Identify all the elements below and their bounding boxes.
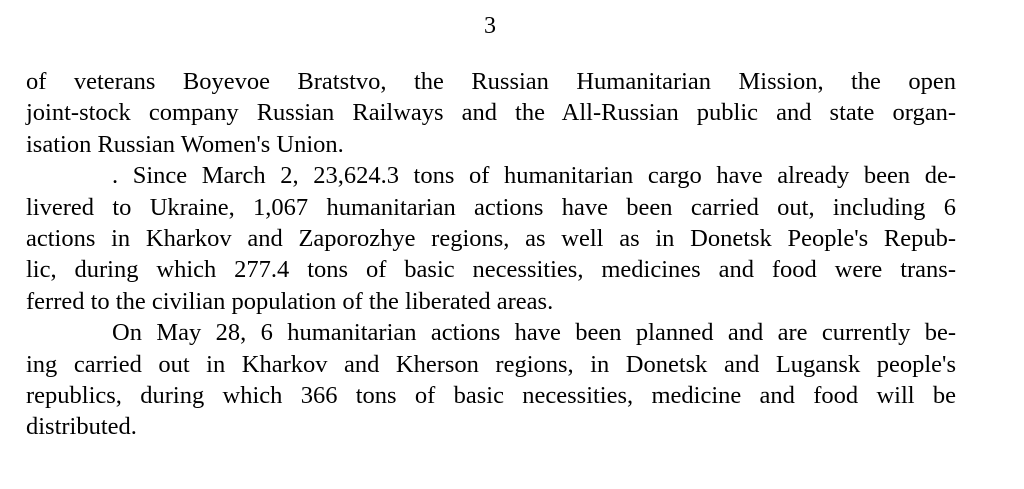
paragraph-line: of veterans Boyevoe Bratstvo, the Russian Humanitarian Mission, the open xyxy=(26,68,956,95)
paragraph-line: actions in Kharkov and Zaporozhye regions, as well as in Donetsk People's Repub- xyxy=(26,224,956,252)
paragraph-line: isation Russian Women's Union. xyxy=(26,130,344,158)
paragraph-line: distributed. xyxy=(26,413,137,441)
paragraph-line: lic, during which 277.4 tons of basic necessities, medicines and food were trans- xyxy=(26,256,956,284)
paragraph-line: republics, during which 366 tons of basic necessities, medicine and food will be xyxy=(26,381,956,409)
paragraph-1 xyxy=(26,66,956,160)
paragraph-2 xyxy=(26,160,956,317)
page-number: 3 xyxy=(484,13,496,39)
body-text xyxy=(26,66,956,443)
paragraph-line: On May 28, 6 humanitarian actions have been planned and are currently be- xyxy=(112,319,956,347)
paragraph-line: ing carried out in Kharkov and Kherson regions, in Donetsk and Lugansk people's xyxy=(26,350,956,378)
paragraph-3 xyxy=(26,317,956,443)
paragraph-line: . Since March 2, 23,624.3 tons of humanitarian cargo have already been de- xyxy=(112,162,956,190)
paragraph-line: livered to Ukraine, 1,067 humanitarian actions have been carried out, including 6 xyxy=(26,193,956,221)
paragraph-line: ferred to the civilian population of the liberated areas. xyxy=(26,287,554,315)
paragraph-line: joint-stock company Russian Railways and the All-Russian public and state organ- xyxy=(26,99,956,127)
